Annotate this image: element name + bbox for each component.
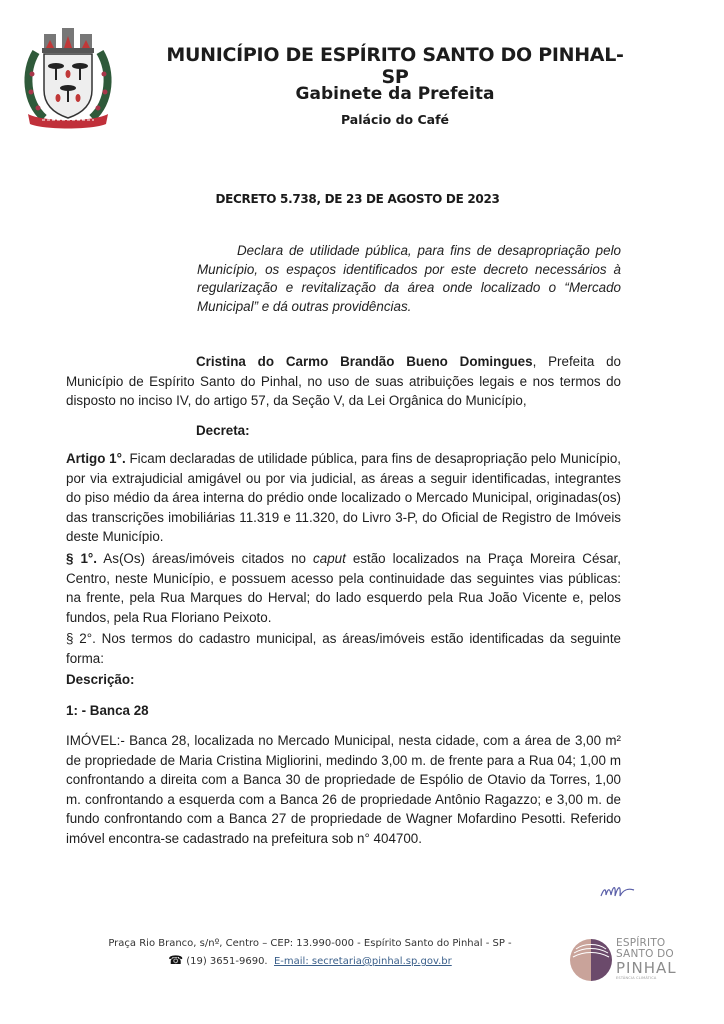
mayor-name: Cristina do Carmo Brandão Bueno Domingues bbox=[196, 354, 533, 369]
intro-paragraph bbox=[66, 352, 621, 411]
city-brand-logo bbox=[570, 935, 720, 985]
brand-line-1: ESPÍRITO bbox=[616, 937, 666, 949]
coat-of-arms-icon bbox=[22, 22, 114, 132]
decree-title: DECRETO 5.738, DE 23 DE AGOSTO DE 2023 bbox=[215, 192, 500, 206]
brand-globe-icon bbox=[570, 937, 612, 983]
footer-contact-line bbox=[100, 952, 520, 970]
footer-contact bbox=[100, 936, 520, 970]
brand-line-3: PINHAL bbox=[616, 959, 677, 977]
palace-subtitle: Palácio do Café bbox=[340, 112, 450, 127]
paragraph-1-text-b: estão localizados na Praça Moreira César, Centro, neste Município, e possuem acesso pela continuidade das seguintes vias públicas: na frente, pela Rua Marques do Herval; do lado esquerdo pela Rua João Vicente e, pelos fundos, pela Rua Floriano Peixoto. bbox=[66, 551, 621, 625]
paragraph-1-label: § 1°. bbox=[66, 551, 98, 566]
decree-ementa: Declara de utilidade pública, para fins de desapropriação pelo Município, os espaços identificados por este decreto necessários à regularização e revitalização da área onde localizado o “Mercado Municipal” e dá outras providências. bbox=[197, 243, 621, 314]
brand-tagline: ESTÂNCIA CLIMÁTICA bbox=[616, 976, 657, 980]
description-label: Descrição: bbox=[66, 672, 135, 687]
brand-line-2: SANTO DO bbox=[616, 948, 674, 960]
footer-address: Praça Rio Branco, s/nº, Centro – CEP: 13.990-000 - Espírito Santo do Pinhal - SP - bbox=[108, 938, 512, 949]
brand-wordmark bbox=[616, 938, 677, 981]
footer-email-link[interactable]: E-mail: secretaria@pinhal.sp.gov.br bbox=[273, 956, 452, 967]
intro-text: , Prefeita do Município de Espírito Santo do Pinhal, no uso de suas atribuições legais e nos termos do disposto no inciso IV, do artigo 57, da Seção V, da Lei Orgânica do Município, bbox=[66, 354, 621, 409]
signature-initials bbox=[598, 880, 638, 902]
footer-phone: (19) 3651-9690. bbox=[186, 956, 268, 967]
item-title: 1: - Banca 28 bbox=[66, 703, 149, 718]
paragraph-1-text-a: As(Os) áreas/imóveis citados no bbox=[97, 551, 314, 566]
municipality-title: MUNICÍPIO DE ESPÍRITO SANTO DO PINHAL-SP bbox=[166, 44, 624, 88]
paragraph-2: § 2°. Nos termos do cadastro municipal, as áreas/imóveis estão identificadas da seguinte forma: bbox=[66, 631, 621, 666]
paragraph-1 bbox=[66, 549, 621, 627]
caput-term: caput bbox=[313, 551, 346, 566]
decreta-heading: Decreta: bbox=[196, 423, 250, 438]
article-1 bbox=[66, 449, 621, 547]
item-description: IMÓVEL:- Banca 28, localizada no Mercado Municipal, nesta cidade, com a área de 3,00 m² de propriedade de Maria Cristina Migliorini, medindo 3,00 m. de frente para a Rua 04; 1,00 m confrontando a direita com a Banca 30 de propriedade de Espólio de Otavio da Torres, 1,00 m. confrontando a esquerda com a Banca 26 de propriedade Antônio Ragazzo; e 3,00 m. de fundo confrontando com a Banca 27 de propriedade de Wagner Mofardino Pesotti. Referido imóvel encontra-se cadastrado na prefeitura sob n° 404700. bbox=[66, 733, 621, 846]
telephone-icon: ☎ bbox=[168, 953, 184, 967]
office-title: Gabinete da Prefeita bbox=[295, 84, 495, 104]
article-1-label: Artigo 1°. bbox=[66, 451, 126, 466]
article-1-text: Ficam declaradas de utilidade pública, para fins de desapropriação pelo Município, por via extrajudicial amigável ou por via judicial, as áreas a seguir identificadas, integrantes do piso médio da área interna do prédio onde localizado o Mercado Municipal, originadas(os) das transcrições imobiliárias 11.319 e 11.320, do Livro 3-P, do Oficial de Registro de Imóveis deste Município. bbox=[66, 451, 621, 545]
